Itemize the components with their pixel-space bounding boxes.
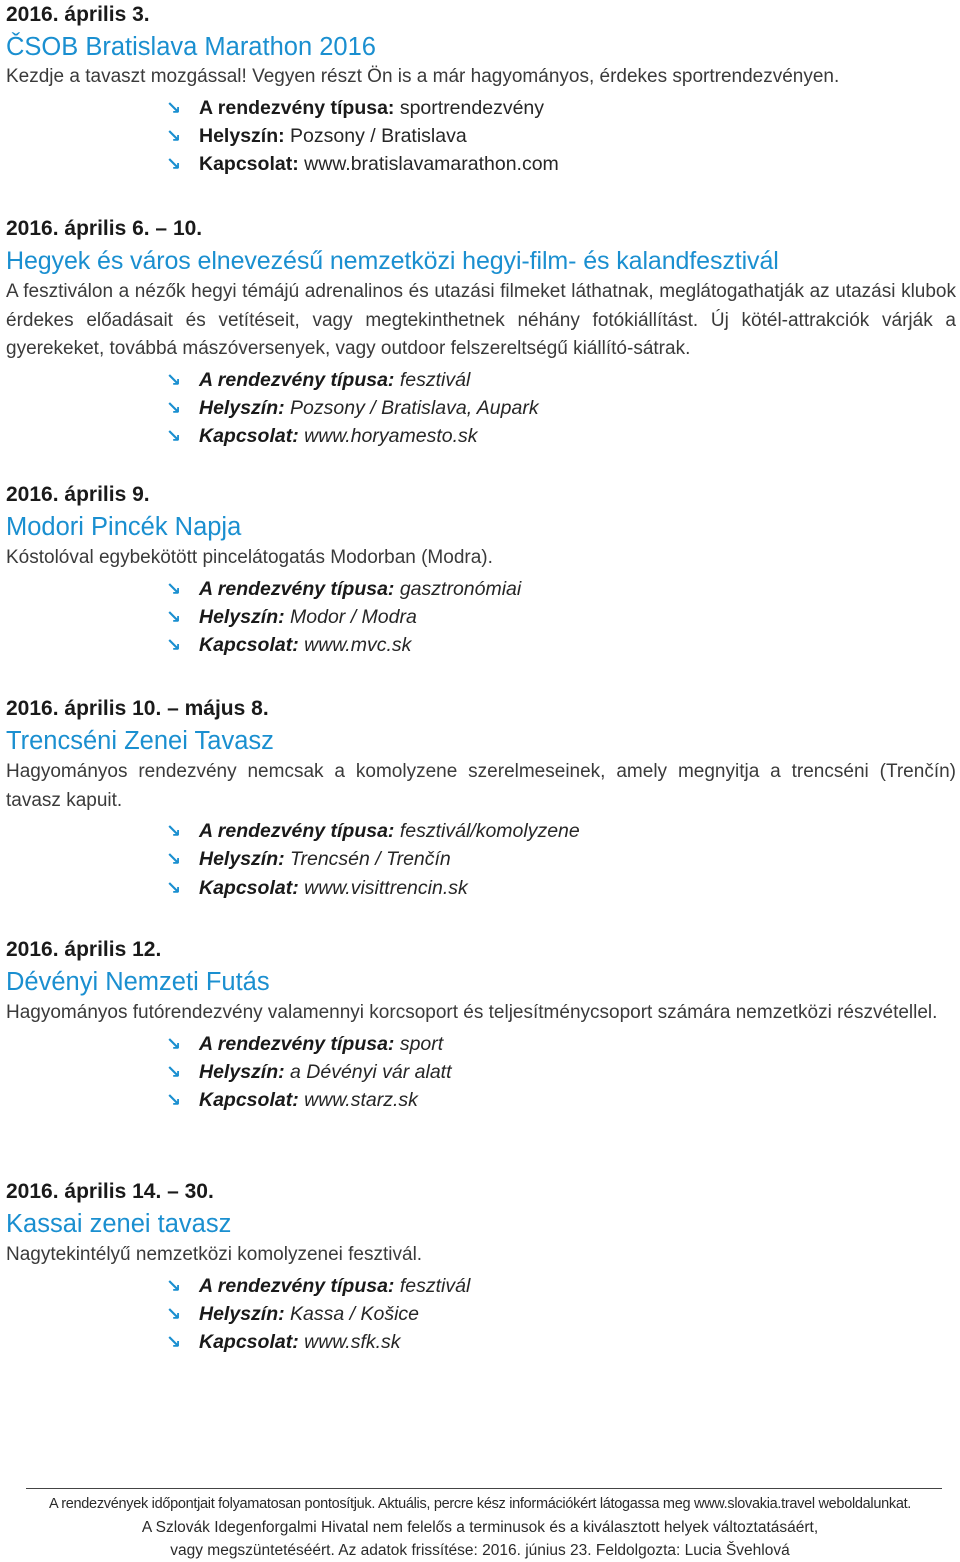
event-contact-row xyxy=(166,422,956,450)
event-contact-label: Kapcsolat: xyxy=(199,876,299,899)
event-place-label: Helyszín: xyxy=(199,1302,285,1325)
event-type-value: fesztivál xyxy=(394,368,471,391)
event-1 xyxy=(6,0,956,178)
event-description: Hagyományos rendezvény nemcsak a komolyzene szerelmeseinek, amely megnyitja a trencséni (Trenčín) tavasz kapuit. xyxy=(6,761,956,811)
event-4 xyxy=(6,694,956,902)
event-date: 2016. április 12. xyxy=(6,938,162,961)
page-footer xyxy=(0,1488,960,1562)
event-place-label: Helyszín: xyxy=(199,605,285,628)
arrow-down-right-icon: ↘ xyxy=(166,1332,182,1353)
event-type-label: A rendezvény típusa: xyxy=(199,1274,395,1297)
event-place-value: Modor / Modra xyxy=(284,605,417,628)
event-date: 2016. április 3. xyxy=(6,3,150,26)
event-type-row xyxy=(166,94,956,122)
event-title: Trencséni Zenei Tavasz xyxy=(6,727,274,755)
event-title: Modori Pincék Napja xyxy=(6,513,242,541)
event-date: 2016. április 10. – május 8. xyxy=(6,697,269,720)
event-contact-label: Kapcsolat: xyxy=(199,634,299,657)
event-place-label: Helyszín: xyxy=(199,124,285,147)
arrow-down-right-icon: ↘ xyxy=(166,426,182,447)
event-details xyxy=(6,94,956,179)
event-contact-link[interactable]: www.mvc.sk xyxy=(298,634,412,657)
event-contact-link[interactable]: www.horyamesto.sk xyxy=(298,425,478,448)
event-title: Dévényi Nemzeti Futás xyxy=(6,968,270,996)
arrow-down-right-icon: ↘ xyxy=(166,1090,182,1111)
event-contact-link[interactable]: www.starz.sk xyxy=(298,1089,418,1112)
event-6 xyxy=(6,1177,956,1356)
event-type-label: A rendezvény típusa: xyxy=(199,577,395,600)
event-2 xyxy=(6,214,956,450)
event-place-value: Pozsony / Bratislava, Aupark xyxy=(284,396,539,419)
event-contact-row xyxy=(166,1086,956,1114)
arrow-down-right-icon: ↘ xyxy=(166,821,182,841)
event-contact-row xyxy=(166,1328,956,1356)
event-5 xyxy=(6,935,956,1114)
arrow-down-right-icon: ↘ xyxy=(166,154,182,175)
event-type-row xyxy=(166,366,956,394)
arrow-down-right-icon: ↘ xyxy=(166,125,182,146)
event-description: Hagyományos futórendezvény valamennyi korcsoport és teljesítménycsoport számára nemzetközi részvétellel. xyxy=(6,1002,938,1023)
event-place-row xyxy=(166,603,956,631)
event-details xyxy=(6,366,956,451)
event-type-label: A rendezvény típusa: xyxy=(199,1032,395,1055)
event-type-value: sportrendezvény xyxy=(394,96,545,119)
event-contact-row xyxy=(166,874,956,902)
event-type-row xyxy=(166,575,956,603)
event-title: Kassai zenei tavasz xyxy=(6,1210,232,1238)
event-type-row xyxy=(166,1272,956,1300)
arrow-down-right-icon: ↘ xyxy=(166,606,182,627)
event-type-value: fesztivál xyxy=(394,1274,471,1297)
event-place-row xyxy=(166,1300,956,1328)
event-details xyxy=(6,1272,956,1357)
footer-line-3: vagy megszüntetéséért. Az adatok frissítése: 2016. június 23. Feldolgozta: Lucia Švehlová xyxy=(170,1542,790,1559)
event-place-value: Pozsony / Bratislava xyxy=(284,124,467,147)
event-type-row xyxy=(166,1030,956,1058)
event-place-label: Helyszín: xyxy=(199,1060,285,1083)
event-contact-link[interactable]: www.visittrencin.sk xyxy=(298,876,468,899)
event-type-label: A rendezvény típusa: xyxy=(199,820,395,842)
event-description: Nagytekintélyű nemzetközi komolyzenei fesztivál. xyxy=(6,1244,423,1265)
event-contact-link[interactable]: www.sfk.sk xyxy=(298,1331,401,1354)
event-type-value: fesztivál/komolyzene xyxy=(394,820,580,842)
event-type-value: gasztronómiai xyxy=(394,577,522,600)
footer-divider xyxy=(26,1488,942,1489)
event-contact-row xyxy=(166,150,956,178)
event-type-label: A rendezvény típusa: xyxy=(199,368,395,391)
event-place-row xyxy=(166,122,956,150)
event-contact-label: Kapcsolat: xyxy=(199,425,299,448)
arrow-down-right-icon: ↘ xyxy=(166,1303,182,1324)
event-contact-row xyxy=(166,631,956,659)
event-details xyxy=(6,1030,956,1115)
event-description: Kezdje a tavaszt mozgással! Vegyen részt Ön is a már hagyományos, érdekes sportrendezvényen. xyxy=(6,66,840,87)
arrow-down-right-icon: ↘ xyxy=(166,369,182,390)
event-place-row xyxy=(166,394,956,422)
footer-line-2: A Szlovák Idegenforgalmi Hivatal nem felelős a terminusok és a kiválasztott helyek változtatásáért, xyxy=(141,1519,819,1536)
event-place-row xyxy=(166,1058,956,1086)
footer-line-1: A rendezvények időpontjait folyamatosan pontosítjuk. Aktuális, percre kész információkért látogassa meg www.slovakia.travel weboldalunkat. xyxy=(48,1496,912,1512)
event-place-label: Helyszín: xyxy=(199,848,285,871)
event-date: 2016. április 14. – 30. xyxy=(6,1180,214,1203)
event-date: 2016. április 9. xyxy=(6,483,150,506)
arrow-down-right-icon: ↘ xyxy=(166,97,182,118)
event-date: 2016. április 6. – 10. xyxy=(6,217,203,240)
arrow-down-right-icon: ↘ xyxy=(166,635,182,656)
event-description: A fesztiválon a nézők hegyi témájú adrenalinos és utazási filmeket láthatnak, meglátogathatják az utazási klubok érdekes előadásait és vetítéseit, vagy megtekinthetnek néhány fotókiállítást. Új kötél-attrakciók várják a gyerekeket, továbbá mászóversenyek, vagy outdoor felszereltségű kiállító-sátrak. xyxy=(6,281,956,359)
event-contact-label: Kapcsolat: xyxy=(199,1331,299,1354)
event-contact-label: Kapcsolat: xyxy=(199,1089,299,1112)
arrow-down-right-icon: ↘ xyxy=(166,1275,182,1296)
event-title: Hegyek és város elnevezésű nemzetközi hegyi-film- és kalandfesztivál xyxy=(6,247,779,275)
arrow-down-right-icon: ↘ xyxy=(166,877,182,898)
arrow-down-right-icon: ↘ xyxy=(166,397,182,418)
arrow-down-right-icon: ↘ xyxy=(166,849,182,870)
event-details xyxy=(6,817,956,902)
event-type-label: A rendezvény típusa: xyxy=(199,96,395,119)
event-contact-label: Kapcsolat: xyxy=(199,153,299,176)
event-details xyxy=(6,575,956,660)
event-place-value: Kassa / Košice xyxy=(284,1302,420,1325)
event-3 xyxy=(6,480,956,659)
event-type-value: sport xyxy=(394,1032,444,1055)
arrow-down-right-icon: ↘ xyxy=(166,1061,182,1082)
arrow-down-right-icon: ↘ xyxy=(166,1033,182,1054)
event-type-row xyxy=(166,817,956,845)
event-place-value: Trencsén / Trenčín xyxy=(284,848,451,871)
event-title: ČSOB Bratislava Marathon 2016 xyxy=(6,33,376,61)
event-description: Kóstolóval egybekötött pincelátogatás Modorban (Modra). xyxy=(6,547,493,568)
event-place-value: a Dévényi vár alatt xyxy=(284,1060,452,1083)
arrow-down-right-icon: ↘ xyxy=(166,578,182,599)
event-place-row xyxy=(166,845,956,873)
event-contact-link[interactable]: www.bratislavamarathon.com xyxy=(298,153,559,176)
event-place-label: Helyszín: xyxy=(199,396,285,419)
